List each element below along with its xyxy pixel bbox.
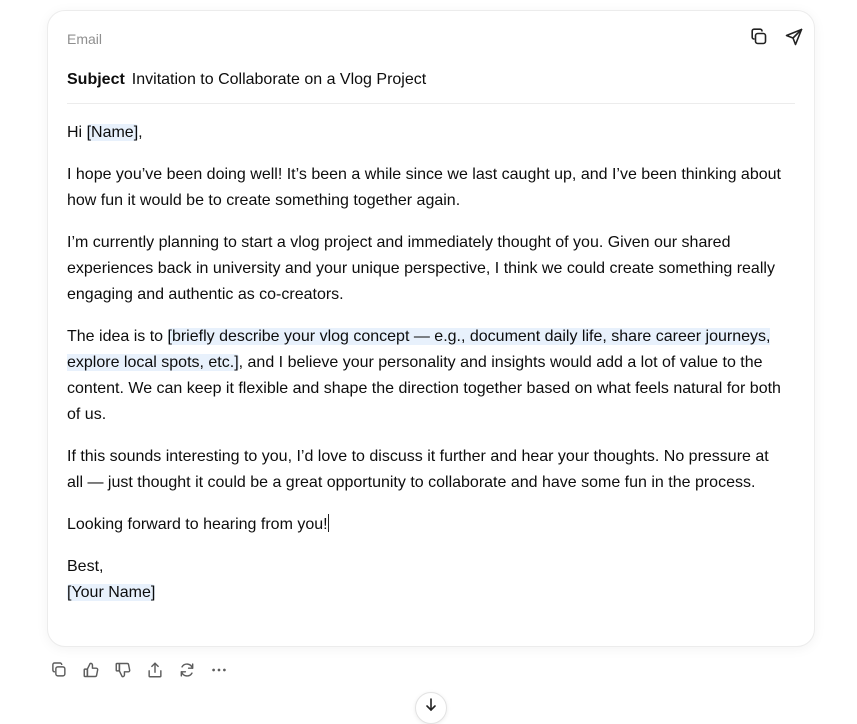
- signoff: Best,: [67, 558, 104, 575]
- signoff-block: [67, 554, 782, 606]
- paragraph-5: Looking forward to hearing from you!: [67, 516, 328, 533]
- share-button[interactable]: [143, 660, 167, 684]
- send-icon: [784, 27, 804, 52]
- copy-button[interactable]: [47, 660, 71, 684]
- copy-icon: [50, 661, 68, 684]
- text-caret: [328, 514, 329, 532]
- response-toolbar: [47, 660, 231, 684]
- name-placeholder[interactable]: [Name]: [86, 124, 139, 141]
- email-body[interactable]: [67, 120, 782, 606]
- more-icon: [210, 661, 228, 684]
- thumbs-up-button[interactable]: [79, 660, 103, 684]
- arrow-down-icon: [424, 693, 438, 717]
- signature-placeholder[interactable]: [Your Name]: [67, 584, 156, 601]
- thumbs-down-icon: [114, 661, 132, 684]
- subject-value[interactable]: Invitation to Collaborate on a Vlog Project: [131, 71, 427, 88]
- paragraph-4: If this sounds interesting to you, I’d love to discuss it further and hear your thoughts. No pressure at all — just thought it could be a great opportunity to collaborate and have some fun in the process.: [67, 448, 769, 491]
- copy-icon: [749, 27, 769, 52]
- paragraph-3: The idea is to [briefly describe your vlog concept — e.g., document daily life, share career journeys, explore local spots, etc.], and I believe your personality and insights would add a lot of value to the content. We can keep it flexible and shape the direction together based on what feels natural for both of us.: [67, 328, 781, 423]
- email-canvas-card: [47, 10, 815, 647]
- subject-row[interactable]: [67, 69, 795, 104]
- thumbs-down-button[interactable]: [111, 660, 135, 684]
- regenerate-icon: [178, 661, 196, 684]
- card-label: Email: [67, 31, 103, 47]
- share-icon: [146, 661, 164, 684]
- more-button[interactable]: [207, 660, 231, 684]
- thumbs-up-icon: [82, 661, 100, 684]
- paragraph-1: I hope you’ve been doing well! It’s been a while since we last caught up, and I’ve been thinking about how fun it would be to create something together again.: [67, 166, 781, 209]
- concept-placeholder[interactable]: [briefly describe your vlog concept — e.g., document daily life, share career journeys, explore local spots, etc.]: [67, 328, 771, 371]
- scroll-down-button[interactable]: [415, 692, 447, 724]
- regenerate-button[interactable]: [175, 660, 199, 684]
- paragraph-2: I’m currently planning to start a vlog project and immediately thought of you. Given our shared experiences back in university and your unique perspective, I think we could create something really engaging and authentic as co-creators.: [67, 234, 775, 303]
- send-email-button[interactable]: [782, 27, 806, 51]
- copy-email-button[interactable]: [747, 27, 771, 51]
- greeting: Hi [Name],: [67, 124, 143, 141]
- subject-label: Subject: [67, 71, 125, 88]
